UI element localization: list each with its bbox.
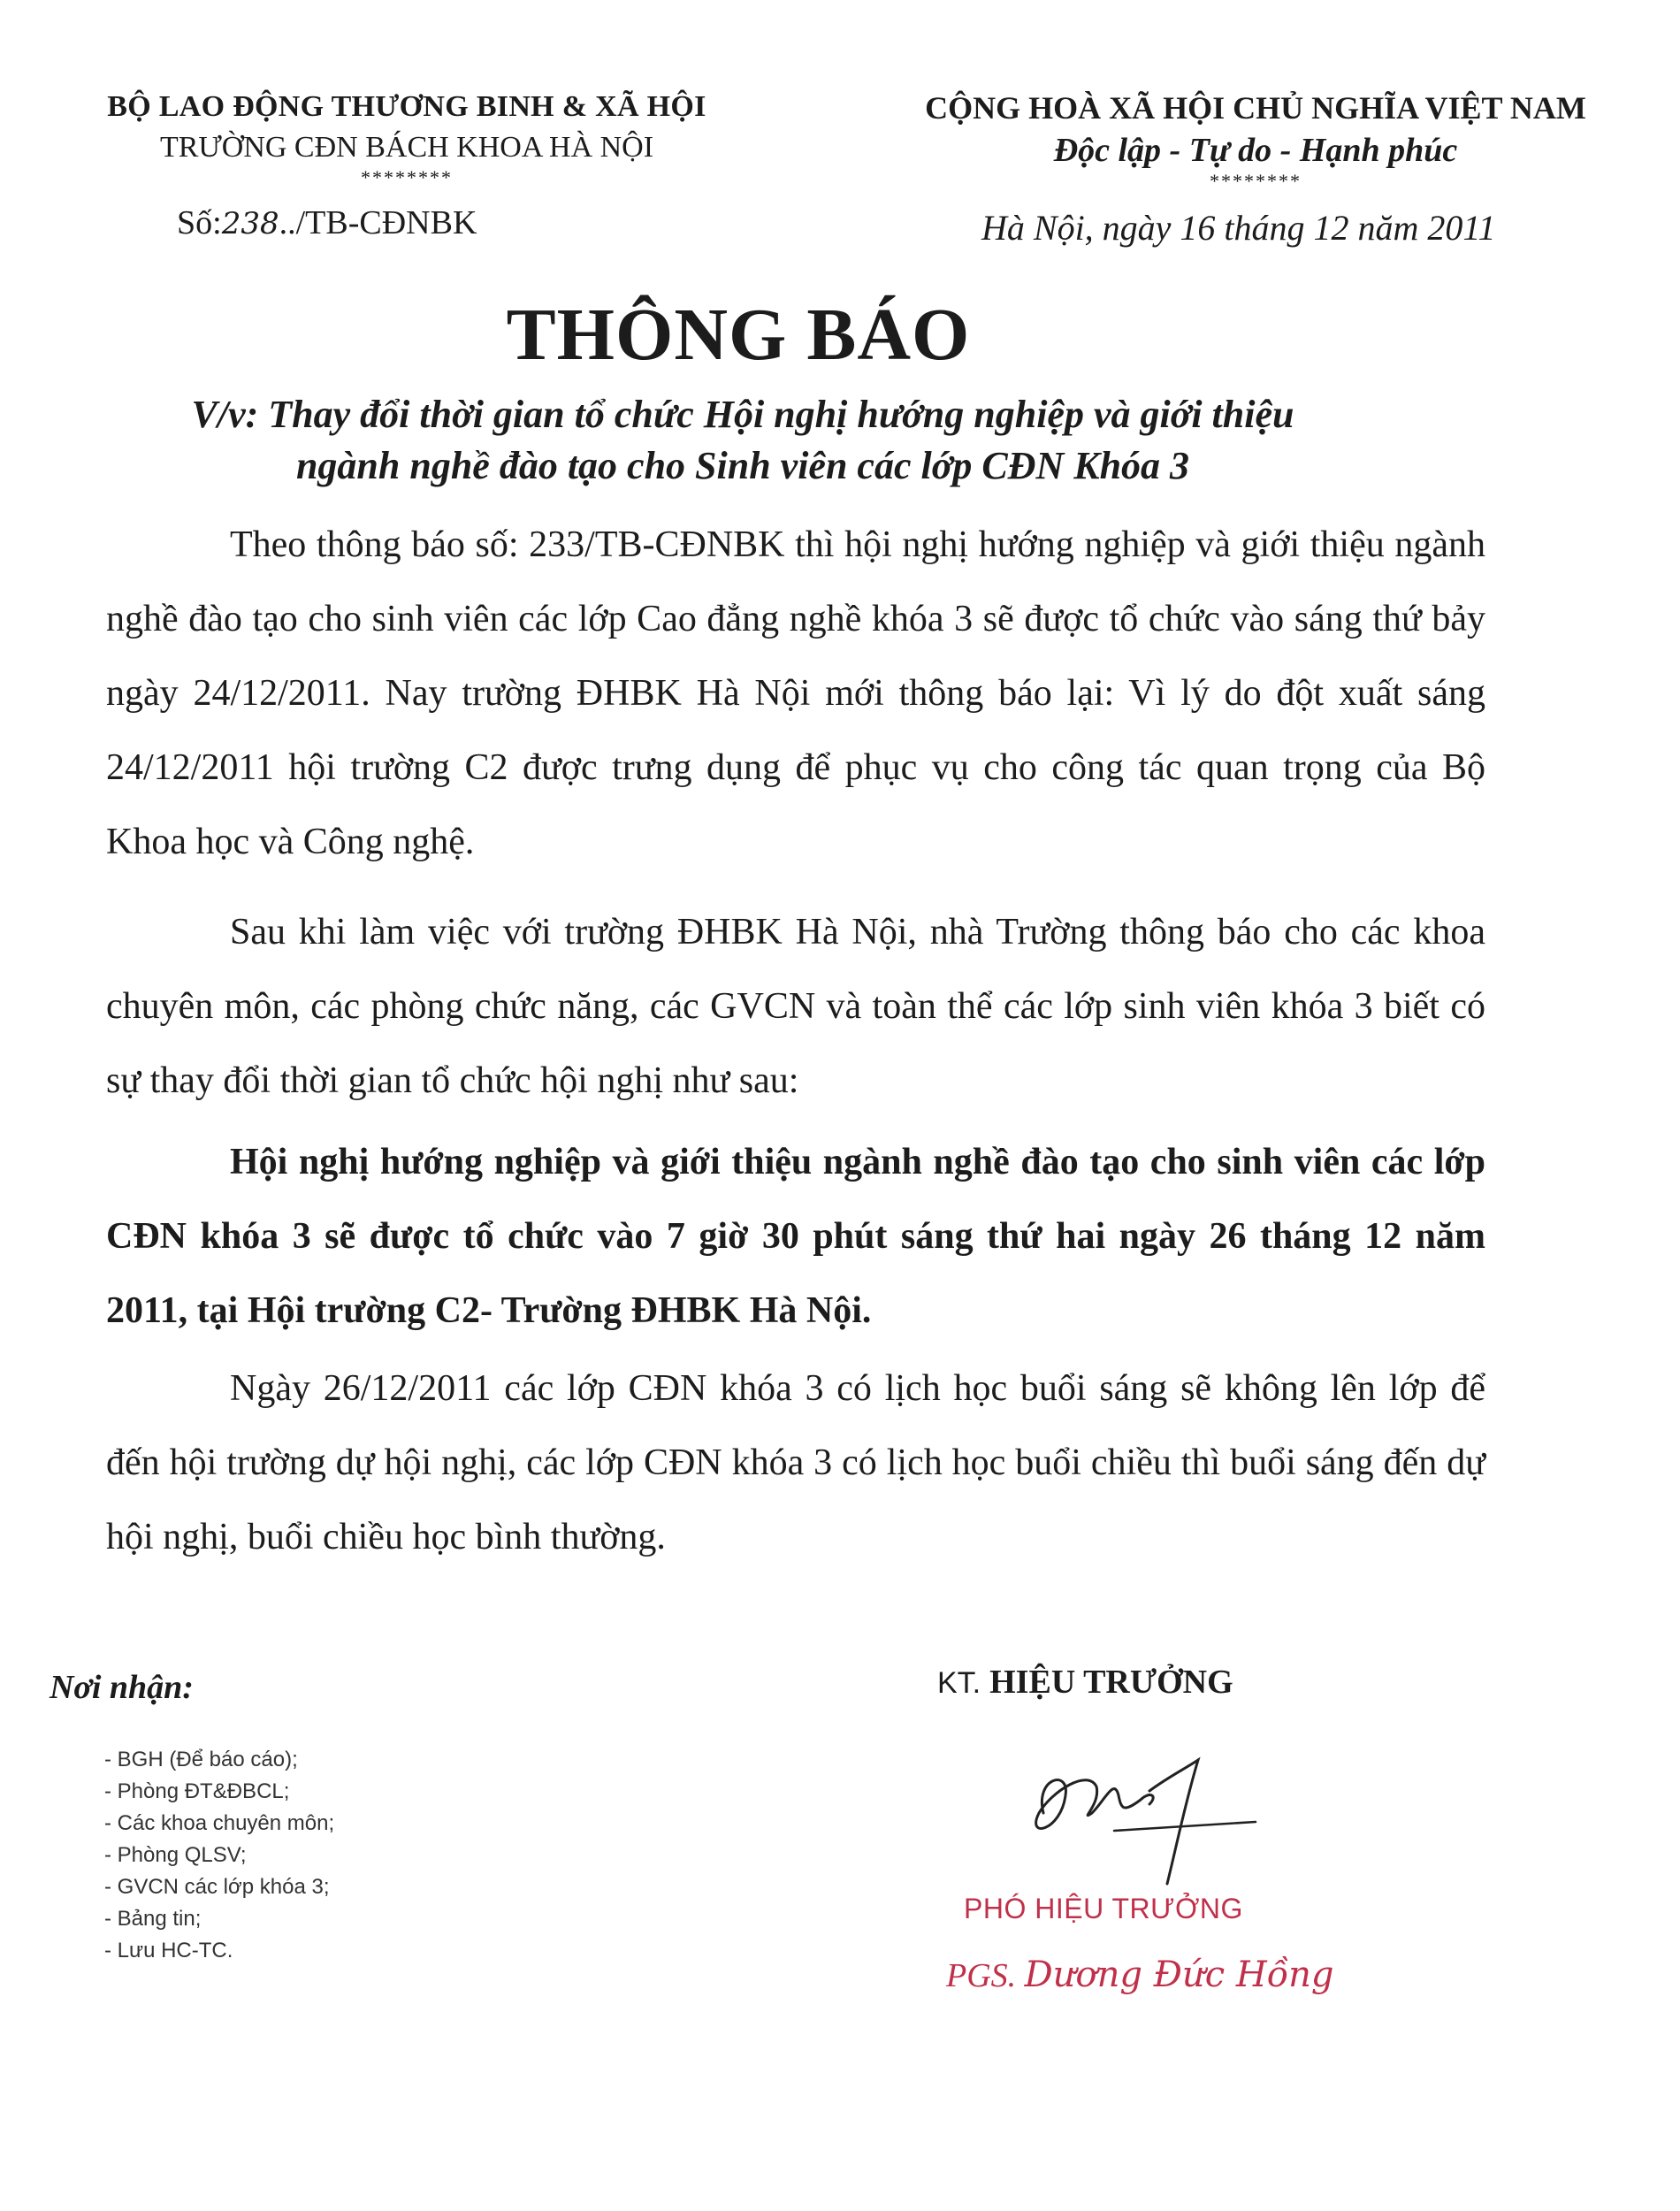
name-prefix: PGS.: [946, 1957, 1017, 1994]
document-subject: [124, 389, 1362, 492]
ministry-name: BỘ LAO ĐỘNG THƯƠNG BINH & XÃ HỘI: [107, 90, 706, 123]
signatory-name: [946, 1955, 1334, 1995]
recipient-item: - Bảng tin;: [104, 1907, 202, 1931]
header-left-stars: ********: [361, 166, 453, 188]
doc-number-handwritten: 238: [221, 206, 279, 241]
paragraph-text: Sau khi làm việc với trường ĐHBK Hà Nội, nhà Trường thông báo cho các khoa chuyên môn, các phòng chức năng, các GVCN và toàn thể các lớp sinh viên khóa 3 biết có sự thay đổi thời gian tổ chức hội nghị như sau:: [106, 912, 1485, 1101]
school-name: TRƯỜNG CĐN BÁCH KHOA HÀ NỘI: [159, 131, 654, 164]
doc-number-prefix: Số:: [177, 204, 222, 241]
recipients-list: [104, 1744, 334, 1967]
body-paragraph-announcement: [106, 1125, 1485, 1348]
recipient-item: - Phòng QLSV;: [104, 1843, 247, 1867]
header-right-stars: ********: [1210, 170, 1302, 192]
paragraph-text: Ngày 26/12/2011 các lớp CĐN khóa 3 có lịch học buổi sáng sẽ không lên lớp để đến hội trường dự hội nghị, các lớp CĐN khóa 3 có lịch học buổi chiều thì buổi sáng đến dự hội nghị, buổi chiều học bình thường.: [106, 1368, 1485, 1557]
recipient-item: - Lưu HC-TC.: [104, 1939, 233, 1962]
recipients-heading: Nơi nhận:: [50, 1669, 194, 1706]
doc-number-suffix: ../TB-CĐNBK: [279, 204, 477, 241]
document-title: THÔNG BÁO: [506, 294, 971, 376]
body-paragraph-1: [106, 508, 1485, 879]
recipient-item: - GVCN các lớp khóa 3;: [104, 1875, 330, 1899]
recipient-item: - Các khoa chuyên môn;: [104, 1811, 335, 1835]
body-paragraph-2: [106, 895, 1485, 1118]
nation-name: CỘNG HOÀ XÃ HỘI CHỦ NGHĨA VIỆT NAM: [925, 90, 1586, 126]
national-motto: Độc lập - Tự do - Hạnh phúc: [1053, 132, 1458, 169]
recipient-item: - BGH (Để báo cáo);: [104, 1748, 298, 1771]
role-title: HIỆU TRƯỞNG: [989, 1664, 1233, 1701]
handwritten-signature: [1017, 1716, 1264, 1893]
paragraph-text: Hội nghị hướng nghiệp và giới thiệu ngành nghề đào tạo cho sinh viên các lớp CĐN khóa 3 sẽ được tổ chức vào 7 giờ 30 phút sáng thứ hai ngày 26 tháng 12 năm 2011, tại Hội trường C2- Trường ĐHBK Hà Nội.: [106, 1142, 1485, 1331]
subject-line-1: V/v: Thay đổi thời gian tổ chức Hội nghị hướng nghiệp và giới thiệu: [191, 393, 1294, 436]
name-text: Dương Đức Hồng: [1024, 1955, 1334, 1995]
document-number: [177, 203, 477, 242]
body-paragraph-4: [106, 1351, 1485, 1574]
national-header: [875, 87, 1636, 191]
subject-line-2: ngành nghề đào tạo cho Sinh viên các lớp CĐN Khóa 3: [295, 444, 1190, 487]
signatory-title: PHÓ HIỆU TRƯỞNG: [964, 1893, 1243, 1924]
paragraph-text: Theo thông báo số: 233/TB-CĐNBK thì hội nghị hướng nghiệp và giới thiệu ngành nghề đào tạo cho sinh viên các lớp Cao đẳng nghề khóa 3 sẽ được tổ chức vào sáng thứ bảy ngày 24/12/2011. Nay trường ĐHBK Hà Nội mới thông báo lại: Vì lý do đột xuất sáng 24/12/2011 hội trường C2 được trưng dụng để phục vụ cho công tác quan trọng của Bộ Khoa học và Công nghệ.: [106, 524, 1485, 862]
signatory-role: [937, 1663, 1233, 1702]
kt-abbrev: KT.: [937, 1666, 981, 1700]
issuing-agency-header: [53, 87, 760, 187]
document-date: Hà Nội, ngày 16 tháng 12 năm 2011: [981, 208, 1496, 248]
recipient-item: - Phòng ĐT&ĐBCL;: [104, 1779, 290, 1803]
